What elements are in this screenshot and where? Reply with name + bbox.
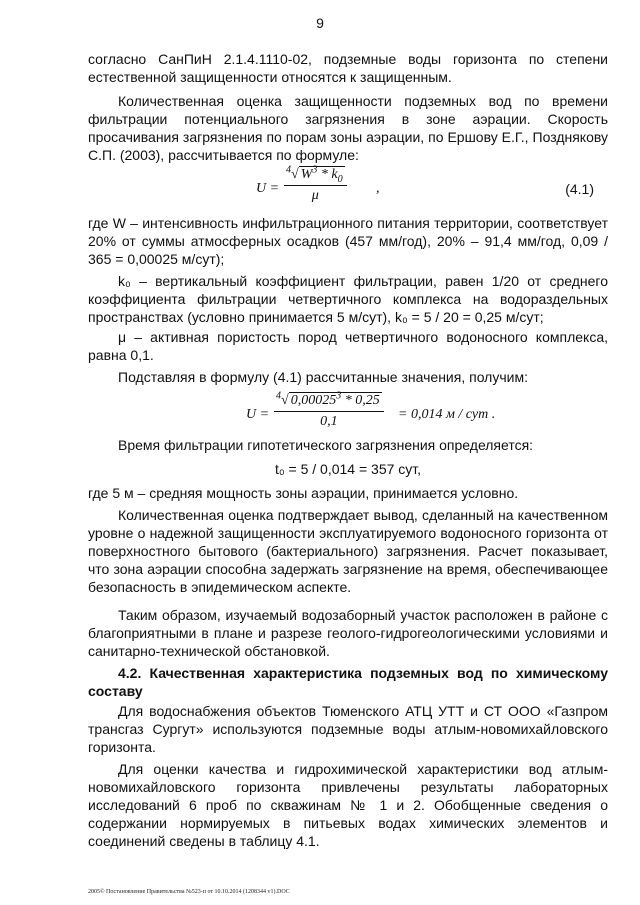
paragraph-summary: Таким образом, изучаемый водозаборный участок расположен в районе с благоприятными в плане и разрезе геолого-гидрогеологическими условиями и санитарно-технической обстановкой. (88, 607, 608, 659)
formula2-radicand (289, 392, 382, 408)
paragraph-quality-assessment: Для оценки качества и гидрохимической характеристики вод атлым-новомихайловского горизонта привлечены результаты лабораторных исследований 6 проб по скважинам № 1 и 2. Обобщенные сведения о содержании нормируемых в питьевых водах химических элементов и соединений сведены в таблицу 4.1. (88, 761, 608, 849)
document-footer: 2005© Постановление Правительства №523-п от 10.10.2014 (1208344 v1).DOC (88, 889, 290, 895)
formula1-lhs: U = (256, 181, 280, 196)
paragraph-conclusion: Количественная оценка подтверждает вывод, сделанный на качественном уровне о надежной защищенности эксплуатируемого водоносного горизонта от поверхностного бытового (бактериального) загрязнения. Расчет показывает, что зона аэрации способна задержать загрязнение на время, обеспечивающее безопасность в эпидемическом аспекте. (88, 507, 608, 595)
formula2-times: * 0,25 (341, 393, 380, 408)
formula1-comma: , (376, 181, 380, 196)
formula-computed-u (88, 392, 608, 436)
formula1-fraction-bar (284, 185, 347, 186)
formula1-times-k: * k (317, 167, 338, 182)
paragraph-filtration-time: Время фильтрации гипотетического загрязнения определяется: (118, 437, 534, 453)
page-number: 9 (316, 15, 324, 31)
formula1-w: W (300, 167, 313, 182)
formula1-fraction (284, 166, 347, 205)
formula1-denominator: μ (311, 188, 319, 203)
formula-4-1 (88, 166, 608, 210)
formula2-fraction (274, 392, 384, 431)
formula2-unit: м / сут . (445, 407, 496, 422)
formula1-numerator: $^4$√ $W^3 * k_0$ (286, 164, 343, 185)
section-heading-4-2: 4.2. Качественная характеристика подземных вод по химическому составу (88, 665, 608, 699)
formula1-k-sub: 0 (337, 173, 343, 185)
formula2-denominator: 0,1 (320, 414, 338, 429)
formula2-lhs: U = (246, 407, 270, 422)
formula-t0: t₀ = 5 / 0,014 = 357 сут, (274, 461, 422, 477)
formula1-exp: 3 (312, 164, 318, 176)
paragraph-water-supply: Для водоснабжения объектов Тюменского АТЦ УТТ и СТ ООО «Газпром трансгаз Сургут» используются подземные воды атлым-новомихайловского горизонта. (88, 703, 608, 755)
paragraph-aeration-thickness: где 5 м – средняя мощность зоны аэрации, принимается условно. (88, 485, 519, 501)
formula2-root-index: 4 (276, 390, 281, 402)
formula2-fraction-bar (274, 411, 384, 412)
formula1-radicand (299, 164, 345, 185)
paragraph-substitution: Подставляя в формулу (4.1) рассчитанные значения, получим: (118, 369, 528, 385)
formula2-numerator: $^4$√ 0,00025$^3$ * 0,25 (276, 390, 380, 408)
formula2-result-value: = 0,014 (398, 407, 443, 422)
formula1-root-index: 4 (286, 164, 291, 176)
paragraph-w-definition: где W – интенсивность инфильтрационного питания территории, соответствует 20% от суммы атмосферных осадков (457 мм/год), 20% – 91,4 мм/год, 0,09 / 365 = 0,00025 м/сут); (88, 215, 608, 267)
formula2-exp: 3 (336, 390, 342, 402)
formula2-value: 0,00025 (290, 393, 337, 408)
paragraph-k0-definition: k₀ – вертикальный коэффициент фильтрации, равен 1/20 от среднего коэффициента фильтрации четвертичного комплекса на водораздельных пространствах (условно принимается 5 м/сут), k₀ = 5 / 20 = 0,25 м/сут; (88, 273, 608, 325)
paragraph-quantitative-intro: Количественная оценка защищенности подземных вод по времени фильтрации потенциального загрязнения в зоне аэрации. Скорость просачивания загрязнения по порам зоны аэрации, по Ершову Е.Г., Позднякову С.П. (2003), рассчитывается по формуле: (88, 93, 608, 163)
formula2-result (398, 406, 495, 424)
paragraph-mu-definition: μ – активная пористость пород четвертичного водоносного комплекса, равна 0,1. (88, 329, 608, 363)
paragraph-sanpin: согласно СанПиН 2.1.4.1110-02, подземные воды горизонта по степени естественной защищенности относятся к защищенным. (88, 51, 608, 85)
equation-number: (4.1) (565, 181, 594, 197)
